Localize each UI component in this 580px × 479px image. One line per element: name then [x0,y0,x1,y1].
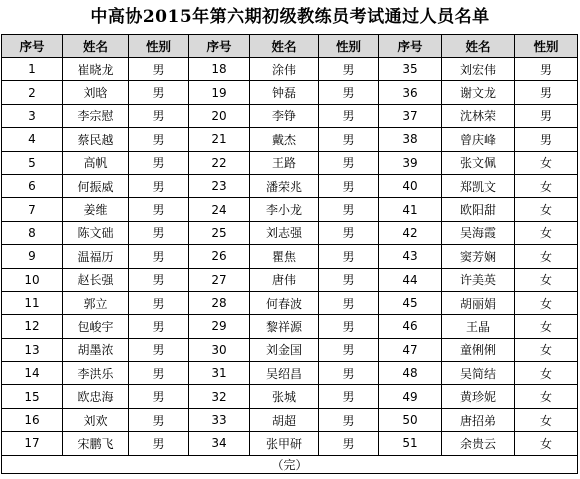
gender-cell: 男 [319,81,379,104]
gender-cell: 男 [129,128,189,151]
name-cell: 唐招弟 [442,408,515,431]
gender-cell: 女 [515,432,578,455]
name-cell: 黎祥源 [250,315,319,338]
name-cell: 钟磊 [250,81,319,104]
seq-cell: 32 [189,385,250,408]
gender-cell: 男 [129,221,189,244]
header-gender: 性别 [319,35,379,58]
seq-cell: 18 [189,58,250,81]
seq-cell: 48 [379,362,442,385]
gender-cell: 男 [319,151,379,174]
name-cell: 崔晓龙 [63,58,129,81]
name-cell: 何春波 [250,291,319,314]
footer-row [2,455,578,473]
seq-cell: 43 [379,245,442,268]
table-row [2,432,578,455]
seq-cell: 15 [2,385,63,408]
table-row [2,362,578,385]
name-cell: 王晶 [442,315,515,338]
header-seq: 序号 [189,35,250,58]
header-name: 姓名 [63,35,129,58]
table-row [2,385,578,408]
seq-cell: 14 [2,362,63,385]
name-cell: 赵长强 [63,268,129,291]
name-cell: 高帆 [63,151,129,174]
name-cell: 姜维 [63,198,129,221]
name-cell: 刘欢 [63,408,129,431]
table-row [2,58,578,81]
seq-cell: 1 [2,58,63,81]
table-row [2,408,578,431]
name-cell: 戴杰 [250,128,319,151]
seq-cell: 44 [379,268,442,291]
seq-cell: 21 [189,128,250,151]
name-cell: 郭立 [63,291,129,314]
gender-cell: 男 [129,291,189,314]
table-row [2,128,578,151]
name-cell: 童俐俐 [442,338,515,361]
header-gender: 性别 [129,35,189,58]
name-cell: 潘荣兆 [250,174,319,197]
name-cell: 涂伟 [250,58,319,81]
name-cell: 曾庆峰 [442,128,515,151]
gender-cell: 男 [129,81,189,104]
name-cell: 陈文础 [63,221,129,244]
gender-cell: 女 [515,291,578,314]
table-row [2,198,578,221]
header-seq: 序号 [2,35,63,58]
gender-cell: 男 [319,198,379,221]
gender-cell: 男 [319,128,379,151]
name-cell: 宋鹏飞 [63,432,129,455]
seq-cell: 11 [2,291,63,314]
gender-cell: 男 [319,338,379,361]
table-row [2,174,578,197]
gender-cell: 女 [515,268,578,291]
name-cell: 张城 [250,385,319,408]
gender-cell: 男 [319,432,379,455]
header-name: 姓名 [250,35,319,58]
gender-cell: 男 [319,245,379,268]
seq-cell: 22 [189,151,250,174]
gender-cell: 男 [129,408,189,431]
gender-cell: 女 [515,221,578,244]
gender-cell: 男 [129,268,189,291]
gender-cell: 女 [515,385,578,408]
name-cell: 何振威 [63,174,129,197]
seq-cell: 12 [2,315,63,338]
seq-cell: 40 [379,174,442,197]
seq-cell: 5 [2,151,63,174]
seq-cell: 16 [2,408,63,431]
seq-cell: 34 [189,432,250,455]
name-cell: 胡丽娟 [442,291,515,314]
table-row [2,338,578,361]
name-cell: 吴海霞 [442,221,515,244]
gender-cell: 男 [129,58,189,81]
gender-cell: 女 [515,151,578,174]
gender-cell: 男 [129,174,189,197]
name-cell: 欧忠海 [63,385,129,408]
gender-cell: 男 [129,245,189,268]
name-cell: 黄珍妮 [442,385,515,408]
gender-cell: 男 [319,291,379,314]
seq-cell: 37 [379,104,442,127]
name-cell: 胡超 [250,408,319,431]
gender-cell: 男 [319,58,379,81]
seq-cell: 47 [379,338,442,361]
gender-cell: 男 [319,362,379,385]
header-gender: 性别 [515,35,578,58]
seq-cell: 35 [379,58,442,81]
header-row [2,35,578,58]
seq-cell: 6 [2,174,63,197]
header-seq: 序号 [379,35,442,58]
seq-cell: 36 [379,81,442,104]
seq-cell: 7 [2,198,63,221]
gender-cell: 男 [129,432,189,455]
roster-table [1,34,578,474]
seq-cell: 33 [189,408,250,431]
seq-cell: 4 [2,128,63,151]
name-cell: 窦芳娴 [442,245,515,268]
name-cell: 刘宏伟 [442,58,515,81]
gender-cell: 男 [319,104,379,127]
table-row [2,245,578,268]
name-cell: 刘金国 [250,338,319,361]
table-row [2,221,578,244]
gender-cell: 男 [319,315,379,338]
seq-cell: 39 [379,151,442,174]
seq-cell: 8 [2,221,63,244]
seq-cell: 46 [379,315,442,338]
table-row [2,291,578,314]
gender-cell: 男 [319,408,379,431]
seq-cell: 23 [189,174,250,197]
gender-cell: 男 [515,128,578,151]
name-cell: 张文佩 [442,151,515,174]
name-cell: 沈林荣 [442,104,515,127]
name-cell: 王路 [250,151,319,174]
seq-cell: 42 [379,221,442,244]
name-cell: 刘志强 [250,221,319,244]
gender-cell: 男 [129,338,189,361]
name-cell: 包峻宇 [63,315,129,338]
gender-cell: 男 [129,198,189,221]
name-cell: 蔡民越 [63,128,129,151]
table-row [2,104,578,127]
table-row [2,81,578,104]
seq-cell: 45 [379,291,442,314]
gender-cell: 女 [515,174,578,197]
name-cell: 李洪乐 [63,362,129,385]
name-cell: 胡墨浓 [63,338,129,361]
seq-cell: 25 [189,221,250,244]
seq-cell: 3 [2,104,63,127]
name-cell: 李小龙 [250,198,319,221]
gender-cell: 男 [129,315,189,338]
seq-cell: 13 [2,338,63,361]
gender-cell: 男 [515,58,578,81]
gender-cell: 女 [515,362,578,385]
seq-cell: 29 [189,315,250,338]
header-name: 姓名 [442,35,515,58]
name-cell: 张甲研 [250,432,319,455]
seq-cell: 38 [379,128,442,151]
seq-cell: 28 [189,291,250,314]
name-cell: 余贵云 [442,432,515,455]
seq-cell: 30 [189,338,250,361]
seq-cell: 17 [2,432,63,455]
gender-cell: 女 [515,408,578,431]
gender-cell: 男 [129,385,189,408]
document-title: 中高协2015年第六期初级教练员考试通过人员名单 [90,7,490,27]
name-cell: 瞿焦 [250,245,319,268]
gender-cell: 男 [129,362,189,385]
table-row [2,151,578,174]
seq-cell: 9 [2,245,63,268]
gender-cell: 男 [319,221,379,244]
name-cell: 郑凯文 [442,174,515,197]
gender-cell: 男 [319,268,379,291]
seq-cell: 50 [379,408,442,431]
name-cell: 谢文龙 [442,81,515,104]
name-cell: 李铮 [250,104,319,127]
gender-cell: 男 [319,385,379,408]
gender-cell: 男 [129,104,189,127]
gender-cell: 女 [515,198,578,221]
name-cell: 欧阳甜 [442,198,515,221]
seq-cell: 49 [379,385,442,408]
gender-cell: 男 [129,151,189,174]
table-row [2,268,578,291]
name-cell: 李宗慰 [63,104,129,127]
name-cell: 刘晗 [63,81,129,104]
end-marker: （完） [2,455,578,473]
gender-cell: 男 [515,104,578,127]
seq-cell: 31 [189,362,250,385]
seq-cell: 19 [189,81,250,104]
seq-cell: 20 [189,104,250,127]
seq-cell: 51 [379,432,442,455]
gender-cell: 女 [515,338,578,361]
seq-cell: 41 [379,198,442,221]
name-cell: 唐伟 [250,268,319,291]
gender-cell: 女 [515,245,578,268]
seq-cell: 24 [189,198,250,221]
table-row [2,315,578,338]
gender-cell: 女 [515,315,578,338]
seq-cell: 27 [189,268,250,291]
name-cell: 许美英 [442,268,515,291]
name-cell: 温福历 [63,245,129,268]
seq-cell: 26 [189,245,250,268]
seq-cell: 10 [2,268,63,291]
seq-cell: 2 [2,81,63,104]
gender-cell: 男 [319,174,379,197]
name-cell: 吴简结 [442,362,515,385]
name-cell: 吴绍昌 [250,362,319,385]
gender-cell: 男 [515,81,578,104]
